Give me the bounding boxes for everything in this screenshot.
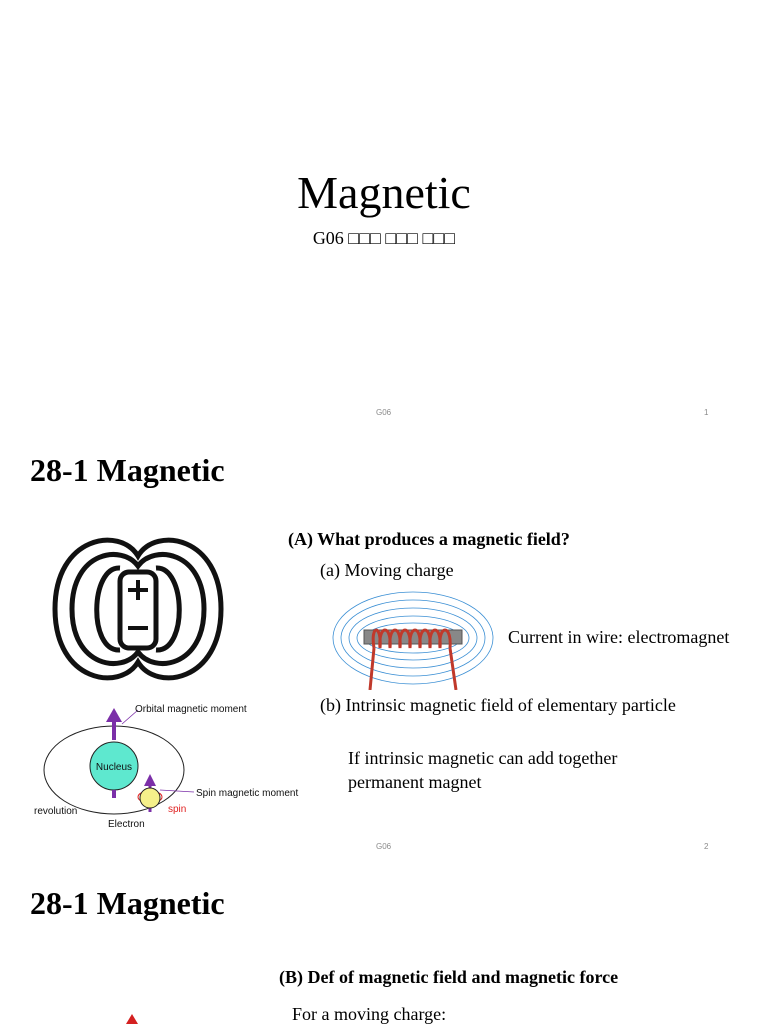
slide1-page-number: 1: [704, 408, 709, 417]
note-line-2: permanent magnet: [348, 772, 482, 792]
slide3-heading: 28-1 Magnetic: [30, 885, 225, 921]
red-arrow-tip-icon: [124, 1014, 140, 1024]
slide1-footer-label: G06: [376, 408, 392, 417]
slide3-question: (B) Def of magnetic field and magnetic force: [279, 967, 619, 987]
note-line-1: If intrinsic magnetic can add together: [348, 748, 618, 768]
electron: [140, 788, 160, 808]
slide2-heading: 28-1 Magnetic: [30, 452, 225, 488]
electron-label: Electron: [108, 819, 145, 830]
orbital-moment-label: Orbital magnetic moment: [135, 704, 247, 715]
item-moving-charge: (a) Moving charge: [320, 560, 454, 580]
slide1-title: Magnetic: [297, 167, 471, 218]
electromagnet-caption: Current in wire: electromagnet: [508, 627, 730, 647]
slide2-page-number: 2: [704, 842, 709, 851]
slide1-subtitle: G06 □□□ □□□ □□□: [312, 228, 456, 248]
item-intrinsic-field: (b) Intrinsic magnetic field of elementary particle: [320, 695, 676, 715]
spin-label: spin: [168, 804, 187, 815]
slide2-question: (A) What produces a magnetic field?: [288, 529, 570, 549]
electromagnet-coil-diagram: [330, 588, 496, 690]
bar-magnet-field-diagram: [50, 526, 226, 692]
slide3-line-1: For a moving charge:: [292, 1004, 447, 1024]
nucleus-label: Nucleus: [95, 762, 133, 773]
revolution-label: revolution: [34, 806, 78, 817]
slide2-footer-label: G06: [376, 842, 392, 851]
spin-moment-label: Spin magnetic moment: [196, 788, 299, 799]
atom-magnetic-moment-diagram: [30, 700, 310, 832]
